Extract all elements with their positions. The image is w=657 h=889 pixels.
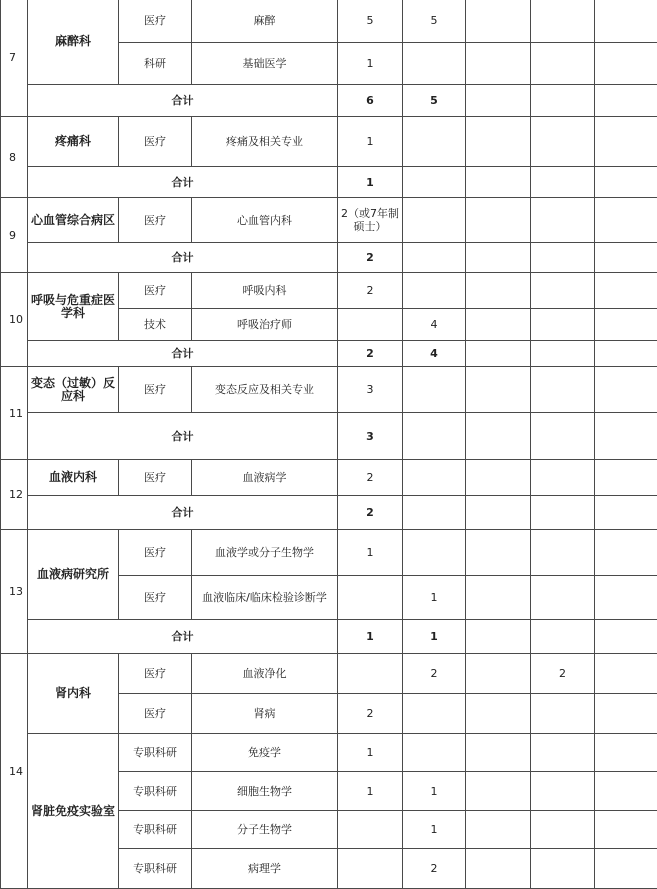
count-col3 (466, 849, 531, 889)
table-row (1, 460, 657, 496)
count-col1: 1 (338, 43, 403, 85)
section-number: 12 (1, 460, 28, 530)
empty-cell (531, 117, 595, 167)
section-number: 14 (1, 654, 28, 889)
total-col1: 6 (338, 85, 403, 117)
count-col1: 2 (338, 694, 403, 734)
empty-cell (595, 576, 657, 620)
count-col2: 2 (403, 654, 466, 694)
total-col1: 2 (338, 341, 403, 367)
empty-cell (466, 460, 531, 496)
count-col4 (531, 734, 595, 772)
count-col3 (466, 772, 531, 811)
count-col2: 1 (403, 576, 466, 620)
total-label: 合计 (28, 243, 338, 273)
count-col2 (403, 43, 466, 85)
empty-cell (531, 530, 595, 576)
empty-cell (595, 620, 657, 654)
position-type: 医疗 (119, 367, 192, 413)
total-row (1, 620, 657, 654)
total-col1: 2 (338, 243, 403, 273)
table-row (1, 530, 657, 576)
count-col3 (466, 694, 531, 734)
department-name: 心血管综合病区 (28, 198, 119, 243)
position-type: 医疗 (119, 530, 192, 576)
section-number: 11 (1, 367, 28, 460)
table-row (1, 654, 657, 694)
count-col1 (338, 576, 403, 620)
count-col2 (403, 530, 466, 576)
count-col1: 1 (338, 772, 403, 811)
position-type: 医疗 (119, 198, 192, 243)
count-col2 (403, 694, 466, 734)
position-type: 专职科研 (119, 849, 192, 889)
section-number: 7 (1, 0, 28, 117)
count-col2 (403, 367, 466, 413)
count-col1 (338, 654, 403, 694)
total-row (1, 496, 657, 530)
count-col2: 1 (403, 772, 466, 811)
total-col1: 1 (338, 167, 403, 198)
empty-cell (595, 273, 657, 309)
major: 病理学 (192, 849, 338, 889)
total-col2: 1 (403, 620, 466, 654)
empty-cell (531, 198, 595, 243)
empty-cell (466, 620, 531, 654)
empty-cell (466, 309, 531, 341)
empty-cell (595, 117, 657, 167)
major: 呼吸治疗师 (192, 309, 338, 341)
position-type: 医疗 (119, 654, 192, 694)
empty-cell (531, 367, 595, 413)
total-label: 合计 (28, 167, 338, 198)
major: 血液临床/临床检验诊断学 (192, 576, 338, 620)
count-col2 (403, 734, 466, 772)
count-col1 (338, 849, 403, 889)
major: 免疫学 (192, 734, 338, 772)
empty-cell (466, 367, 531, 413)
count-col1: 2 (338, 273, 403, 309)
table-row (1, 0, 657, 43)
count-col1 (338, 309, 403, 341)
department-name: 变态（过敏）反应科 (28, 367, 119, 413)
empty-cell (595, 198, 657, 243)
empty-cell (466, 413, 531, 460)
empty-cell (595, 243, 657, 273)
empty-cell (595, 341, 657, 367)
major: 心血管内科 (192, 198, 338, 243)
total-col2: 5 (403, 85, 466, 117)
count-col2 (403, 460, 466, 496)
total-col1: 3 (338, 413, 403, 460)
empty-cell (595, 85, 657, 117)
empty-cell (595, 530, 657, 576)
position-type: 医疗 (119, 576, 192, 620)
major: 基础医学 (192, 43, 338, 85)
total-col2 (403, 167, 466, 198)
count-col2: 1 (403, 811, 466, 849)
department-name: 血液内科 (28, 460, 119, 496)
position-type: 医疗 (119, 117, 192, 167)
empty-cell (595, 694, 657, 734)
count-col1: 1 (338, 117, 403, 167)
empty-cell (531, 85, 595, 117)
empty-cell (531, 43, 595, 85)
empty-cell (466, 43, 531, 85)
major: 分子生物学 (192, 811, 338, 849)
empty-cell (531, 413, 595, 460)
empty-cell (531, 309, 595, 341)
empty-cell (595, 0, 657, 43)
count-col1: 3 (338, 367, 403, 413)
position-type: 专职科研 (119, 734, 192, 772)
department-name: 呼吸与危重症医学科 (28, 273, 119, 341)
empty-cell (595, 496, 657, 530)
position-type: 专职科研 (119, 772, 192, 811)
empty-cell (466, 496, 531, 530)
table-row (1, 367, 657, 413)
count-col1 (338, 811, 403, 849)
major: 呼吸内科 (192, 273, 338, 309)
empty-cell (466, 243, 531, 273)
table-row (1, 198, 657, 243)
total-row (1, 85, 657, 117)
empty-cell (595, 811, 657, 849)
total-col2 (403, 243, 466, 273)
total-col2 (403, 496, 466, 530)
position-type: 专职科研 (119, 811, 192, 849)
total-row (1, 413, 657, 460)
section-number: 10 (1, 273, 28, 367)
empty-cell (466, 117, 531, 167)
empty-cell (466, 198, 531, 243)
table-row (1, 734, 657, 772)
empty-cell (466, 85, 531, 117)
position-type: 医疗 (119, 694, 192, 734)
empty-cell (466, 0, 531, 43)
total-label: 合计 (28, 341, 338, 367)
count-col2 (403, 198, 466, 243)
count-col4 (531, 849, 595, 889)
department-name: 肾脏免疫实验室 (28, 734, 119, 889)
total-label: 合计 (28, 413, 338, 460)
section-number: 9 (1, 198, 28, 273)
position-type: 医疗 (119, 460, 192, 496)
empty-cell (466, 341, 531, 367)
count-col4: 2 (531, 654, 595, 694)
empty-cell (531, 576, 595, 620)
empty-cell (531, 0, 595, 43)
count-col1: 1 (338, 530, 403, 576)
department-name: 疼痛科 (28, 117, 119, 167)
empty-cell (595, 413, 657, 460)
major: 血液学或分子生物学 (192, 530, 338, 576)
table-row (1, 117, 657, 167)
major: 血液净化 (192, 654, 338, 694)
count-col3 (466, 654, 531, 694)
count-col3 (466, 811, 531, 849)
empty-cell (595, 654, 657, 694)
empty-cell (531, 243, 595, 273)
empty-cell (595, 849, 657, 889)
empty-cell (466, 530, 531, 576)
count-col1: 2 (338, 460, 403, 496)
major: 疼痛及相关专业 (192, 117, 338, 167)
empty-cell (531, 460, 595, 496)
empty-cell (595, 167, 657, 198)
empty-cell (595, 734, 657, 772)
department-name: 肾内科 (28, 654, 119, 734)
total-row (1, 167, 657, 198)
empty-cell (466, 576, 531, 620)
position-type: 技术 (119, 309, 192, 341)
count-col2: 2 (403, 849, 466, 889)
count-col4 (531, 772, 595, 811)
total-row (1, 243, 657, 273)
empty-cell (466, 273, 531, 309)
empty-cell (595, 772, 657, 811)
major: 细胞生物学 (192, 772, 338, 811)
count-col2 (403, 117, 466, 167)
section-number: 13 (1, 530, 28, 654)
department-name: 血液病研究所 (28, 530, 119, 620)
total-label: 合计 (28, 496, 338, 530)
count-col1: 1 (338, 734, 403, 772)
major: 变态反应及相关专业 (192, 367, 338, 413)
count-col1: 5 (338, 0, 403, 43)
empty-cell (595, 309, 657, 341)
total-row (1, 341, 657, 367)
position-type: 医疗 (119, 0, 192, 43)
major: 麻醉 (192, 0, 338, 43)
empty-cell (595, 460, 657, 496)
table-row (1, 273, 657, 309)
total-col2: 4 (403, 341, 466, 367)
major: 血液病学 (192, 460, 338, 496)
department-name: 麻醉科 (28, 0, 119, 85)
section-number: 8 (1, 117, 28, 198)
count-col2: 5 (403, 0, 466, 43)
total-label: 合计 (28, 620, 338, 654)
empty-cell (531, 496, 595, 530)
count-col4 (531, 811, 595, 849)
total-col2 (403, 413, 466, 460)
empty-cell (466, 167, 531, 198)
count-col4 (531, 694, 595, 734)
total-label: 合计 (28, 85, 338, 117)
total-col1: 1 (338, 620, 403, 654)
empty-cell (531, 273, 595, 309)
position-type: 科研 (119, 43, 192, 85)
major: 肾病 (192, 694, 338, 734)
empty-cell (531, 167, 595, 198)
total-col1: 2 (338, 496, 403, 530)
empty-cell (531, 620, 595, 654)
position-type: 医疗 (119, 273, 192, 309)
empty-cell (531, 341, 595, 367)
count-col2: 4 (403, 309, 466, 341)
count-col2 (403, 273, 466, 309)
empty-cell (595, 43, 657, 85)
count-col1: 2（或7年制硕士） (338, 198, 403, 243)
count-col3 (466, 734, 531, 772)
empty-cell (595, 367, 657, 413)
